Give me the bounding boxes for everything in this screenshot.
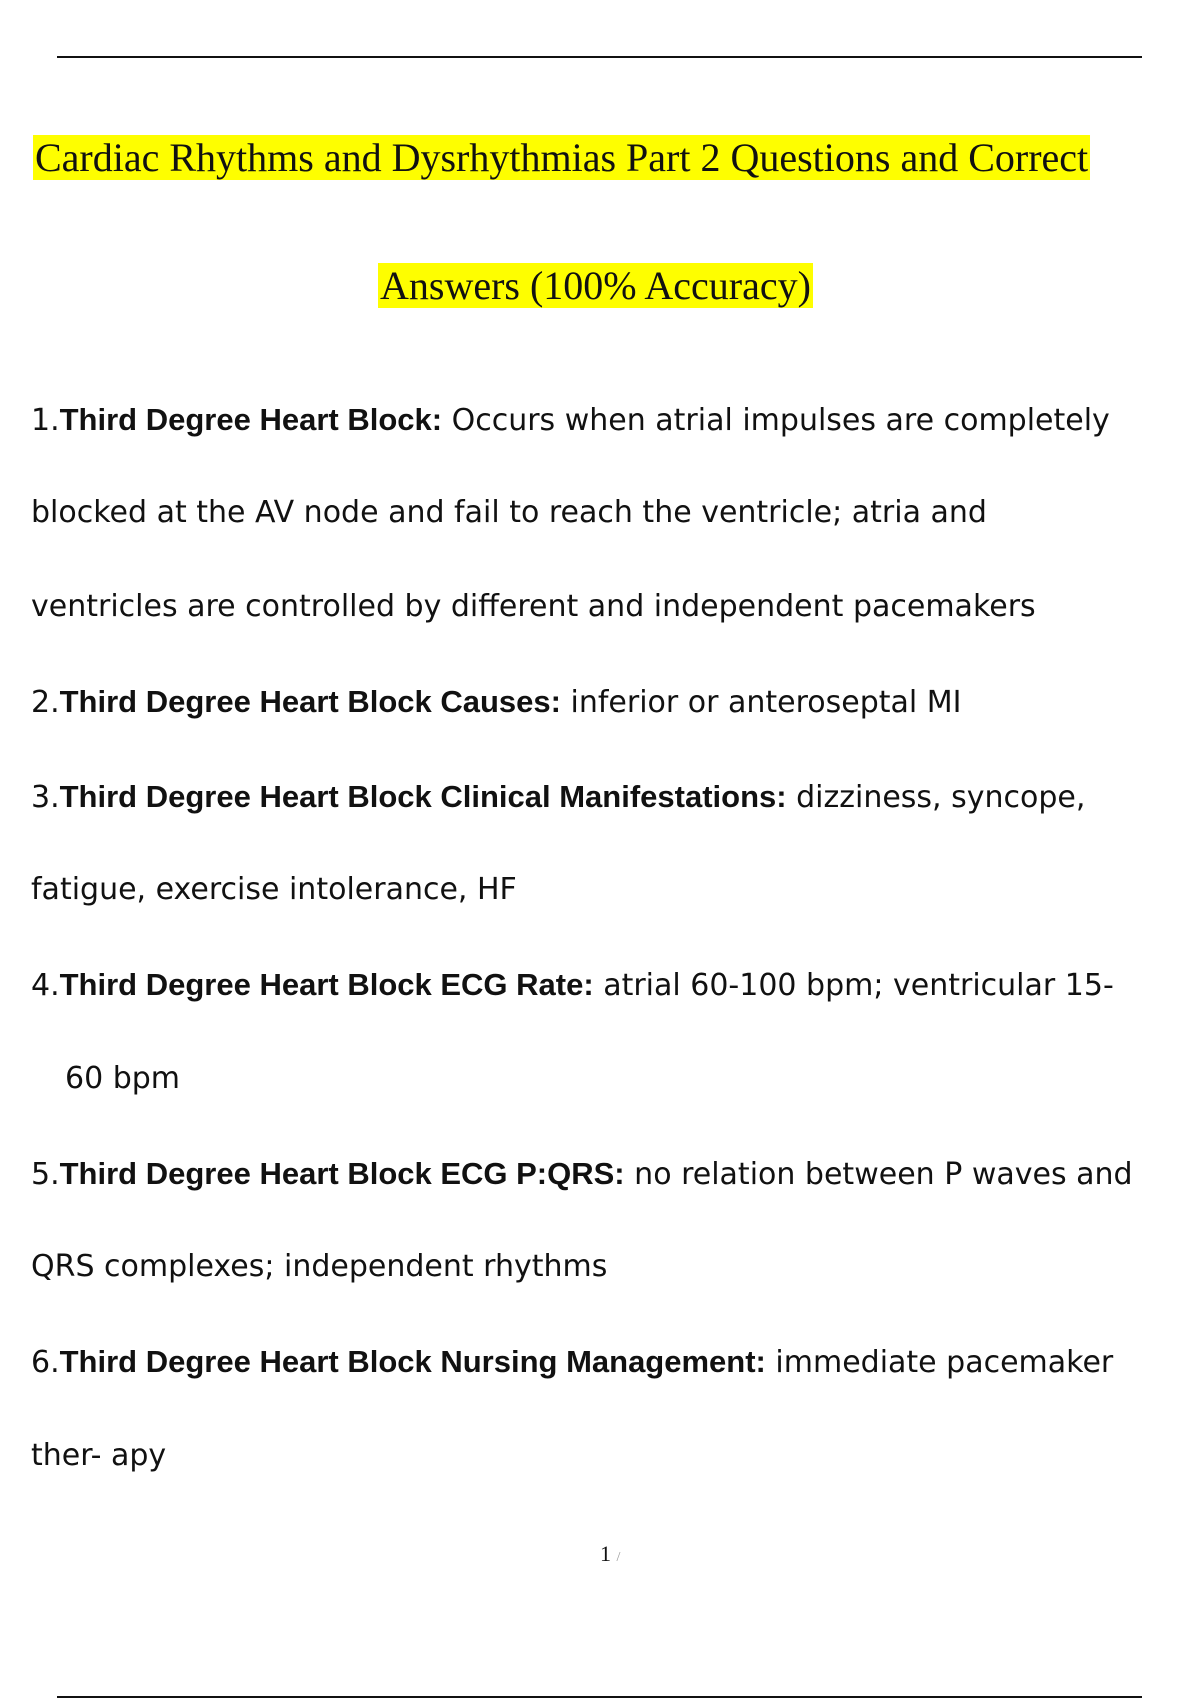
list-item-2 <box>31 682 962 723</box>
list-item-1-line-2: blocked at the AV node and fail to reach the ventricle; atria and <box>31 495 987 530</box>
list-item-4-line-2: 60 bpm <box>65 1061 181 1096</box>
list-item-4 <box>31 965 1114 1006</box>
item-number: 4. <box>31 968 60 1003</box>
list-item-3-line-2: fatigue, exercise intolerance, HF <box>31 872 517 907</box>
list-item-6 <box>31 1342 1113 1383</box>
item-text: no relation between P waves and <box>624 1157 1133 1192</box>
item-term: Third Degree Heart Block Nursing Management: <box>59 1344 766 1379</box>
list-item-1-line-3: ventricles are controlled by different and independent pacemakers <box>31 589 1036 624</box>
page-separator: / <box>616 1550 621 1565</box>
page-number: 1 / <box>600 1541 621 1566</box>
item-text: inferior or anteroseptal MI <box>560 685 962 720</box>
item-number: 6. <box>31 1345 60 1380</box>
item-term: Third Degree Heart Block: <box>59 402 443 437</box>
item-term: Third Degree Heart Block ECG P:QRS: <box>59 1156 625 1191</box>
item-text: dizziness, syncope, <box>786 780 1086 815</box>
item-number: 1. <box>31 403 60 438</box>
item-text: Occurs when atrial impulses are completely <box>442 403 1110 438</box>
list-item-3 <box>31 777 1085 818</box>
bottom-rule <box>57 1696 1142 1698</box>
top-rule <box>57 56 1142 58</box>
item-term: Third Degree Heart Block Clinical Manifestations: <box>59 779 787 814</box>
list-item-1 <box>31 400 1110 441</box>
list-item-5-line-2: QRS complexes; independent rhythms <box>31 1249 608 1284</box>
item-text: immediate pacemaker <box>765 1345 1114 1380</box>
item-number: 3. <box>31 780 60 815</box>
item-term: Third Degree Heart Block Causes: <box>59 684 561 719</box>
item-text: atrial 60-100 bpm; ventricular 15- <box>593 968 1114 1003</box>
list-item-5 <box>31 1154 1133 1195</box>
document-title-line-2: Answers (100% Accuracy) <box>380 263 811 308</box>
item-number: 2. <box>31 685 60 720</box>
document-title-line-1: Cardiac Rhythms and Dysrhythmias Part 2 Questions and Correct <box>35 135 1089 180</box>
item-number: 5. <box>31 1157 60 1192</box>
list-item-6-line-2: ther- apy <box>31 1438 167 1473</box>
item-term: Third Degree Heart Block ECG Rate: <box>59 967 594 1002</box>
